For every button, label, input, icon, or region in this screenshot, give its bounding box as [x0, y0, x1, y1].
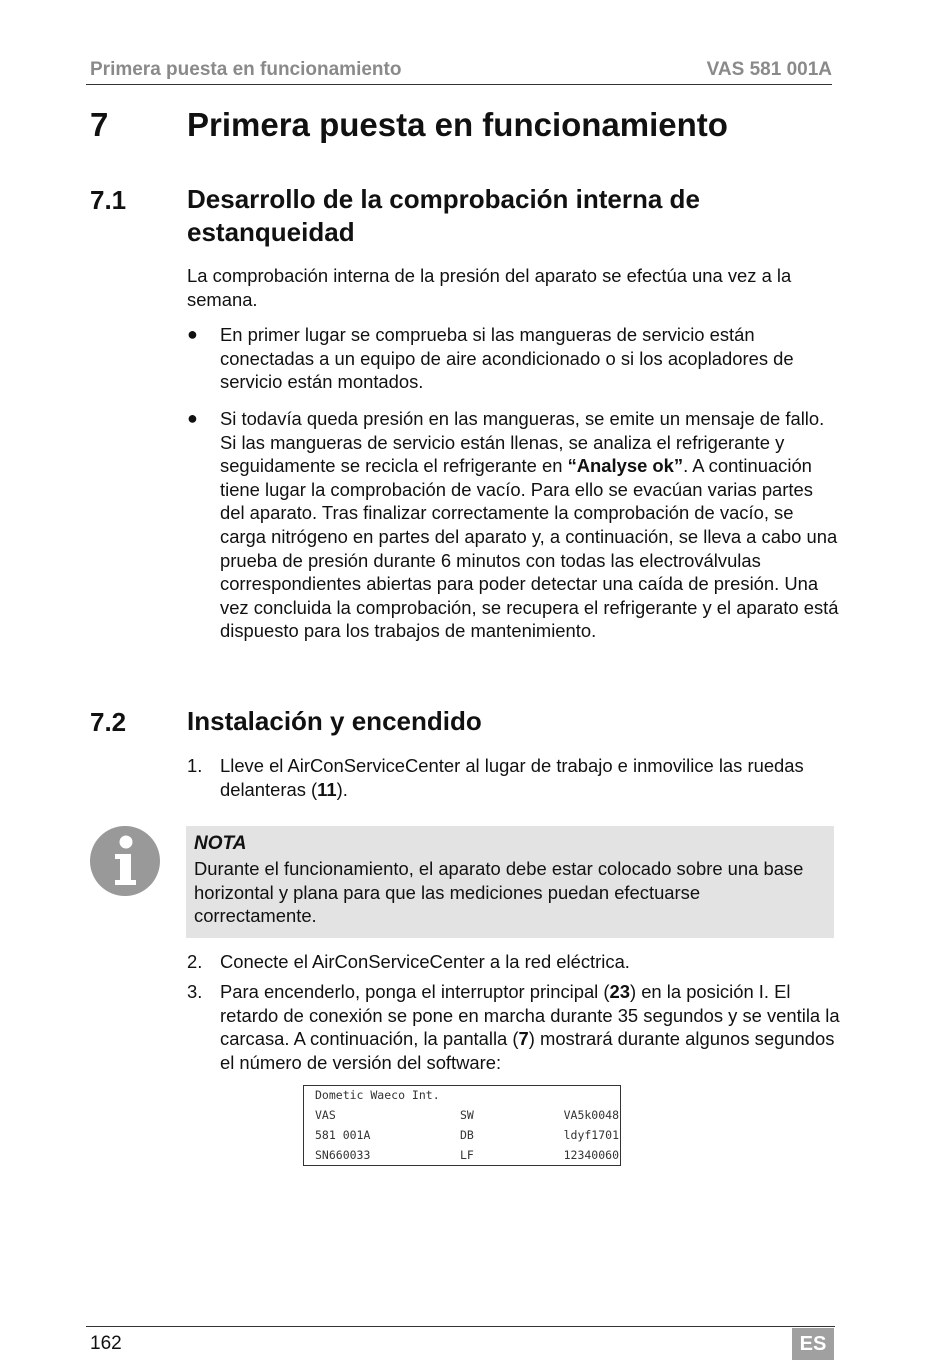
step-number: 3. — [187, 981, 203, 1002]
section-title: Desarrollo de la comprobación interna de estanqueidad — [187, 184, 700, 247]
bullet-icon: ● — [187, 324, 198, 344]
step-number: 1. — [187, 755, 203, 776]
bullet-item: Si todavía queda presión en las mangueras, se emite un mensaje de fallo. Si las mangueras de servicio están llenas, se analiza el refrigerante y seguidamente se recicla el refrigerante en “Analyse ok”. A continuación tiene lugar la comprobación de vacío. Para ello se evacúan varias partes del aparato. Tras finalizar correctamente la comprobación de vacío, se carga nitrógeno en partes del aparato y, a continuación, se lleva a cabo una prueba de presión durante 6 minutos con todas las electroválvulas correspondientes abiertas para poder detectar una caída de presión. Una vez concluida la comprobación, se recupera el refrigerante y el aparato está dispuesto para los trabajos de mantenimiento. — [220, 408, 839, 642]
note-text: Durante el funcionamiento, el aparato debe estar colocado sobre una base horizontal y plana para que las mediciones puedan efectuarse correctamente. — [194, 858, 804, 927]
section-title: Instalación y encendido — [187, 706, 482, 736]
header-divider — [86, 84, 832, 85]
language-badge: ES — [792, 1328, 834, 1360]
display-row: VAS SW VA5k0048 — [315, 1108, 619, 1122]
footer-divider — [86, 1326, 835, 1327]
bullet-item: En primer lugar se comprueba si las mangueras de servicio están conectadas a un equipo de aire acondicionado o si los acopladores de servicio están montados. — [220, 324, 794, 393]
chapter-number: 7 — [90, 106, 109, 143]
section-number: 7.1 — [90, 185, 127, 215]
display-row: 581 001A DB ldyf1701 — [315, 1128, 619, 1142]
step-text: Conecte el AirConServiceCenter a la red eléctrica. — [220, 951, 630, 972]
page-number: 162 — [90, 1333, 122, 1354]
running-header-model: VAS 581 001A — [706, 59, 832, 80]
section-intro: La comprobación interna de la presión del aparato se efectúa una vez a la semana. — [187, 265, 792, 310]
info-icon — [90, 826, 160, 896]
step-text: Lleve el AirConServiceCenter al lugar de trabajo e inmovilice las ruedas delanteras (11). — [220, 755, 804, 800]
step-text: Para encenderlo, ponga el interruptor principal (23) en la posición I. El retardo de conexión se pone en marcha durante 35 segundos y se ventila la carcasa. A continuación, la pantalla (7) mostrará durante algunos segundos el número de versión del software: — [220, 981, 840, 1073]
section-number: 7.2 — [90, 707, 127, 737]
chapter-title: Primera puesta en funcionamiento — [187, 106, 728, 143]
display-row: SN660033 LF 12340060 — [315, 1148, 619, 1162]
note-title: NOTA — [194, 833, 247, 854]
device-display — [303, 1085, 621, 1166]
status-text-bold: “Analyse ok” — [567, 455, 684, 477]
step-number: 2. — [187, 951, 203, 972]
display-row: Dometic Waeco Int. — [315, 1088, 440, 1102]
running-header-title: Primera puesta en funcionamiento — [90, 59, 402, 80]
bullet-icon: ● — [187, 408, 198, 428]
